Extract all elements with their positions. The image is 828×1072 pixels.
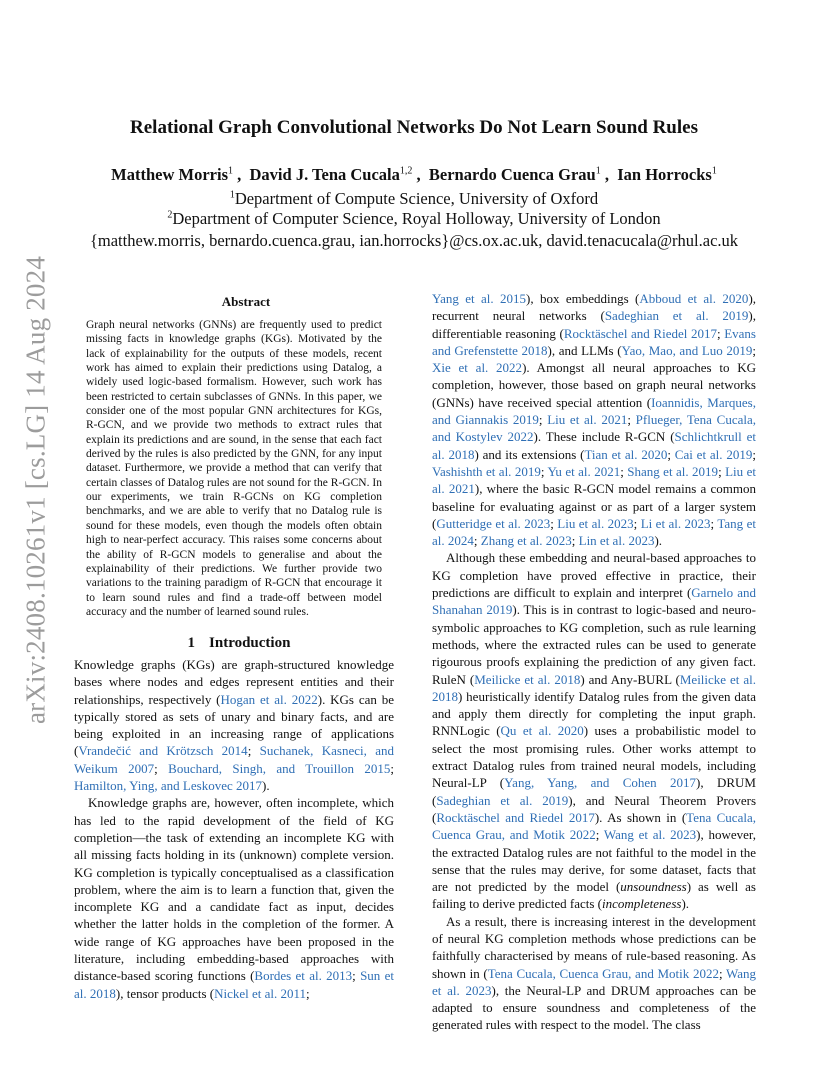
paragraph-text: ), recurrent neural networks (	[432, 291, 757, 324]
paragraph-text: ;	[538, 412, 548, 428]
affiliation-text: Department of Compute Science, University of Oxford	[234, 189, 599, 208]
paragraph-text: ;	[473, 533, 481, 549]
paragraph-text: ;	[247, 743, 260, 759]
paragraph-text: ). KGs can be typically stored as sets of unary and binary facts, and are being exploited in an increasing range of applications (	[74, 691, 394, 759]
paragraph-text: ;	[718, 965, 727, 981]
citation-link[interactable]: Bordes et al. 2013	[254, 968, 353, 984]
citation-link[interactable]: Meilicke et al. 2018	[432, 671, 757, 704]
author-name: Ian Horrocks	[617, 165, 712, 184]
affiliation-mark: 1	[229, 189, 235, 201]
right-column-body	[432, 290, 756, 1034]
paragraph-text: ;	[633, 515, 641, 531]
paragraph-text: ;	[620, 463, 628, 479]
paragraph-text: ;	[710, 515, 718, 531]
citation-link[interactable]: Tian et al. 2020	[584, 446, 668, 462]
author-affiliation-mark: 1	[711, 165, 717, 177]
abstract-heading: Abstract	[221, 294, 271, 309]
citation-link[interactable]: Suchanek, Kasneci, and Weikum 2007	[74, 743, 394, 776]
author-name: Bernardo Cuenca Grau	[428, 165, 596, 184]
citation-link[interactable]: Hogan et al. 2022	[220, 691, 318, 707]
author-affiliation-mark: 1	[228, 165, 234, 177]
author-affiliation-mark: 1	[595, 165, 601, 177]
citation-link[interactable]: Sadeghian et al. 2019	[436, 792, 569, 808]
body-paragraph	[74, 656, 394, 794]
paragraph-text: ), where the basic R-GCN model remains a common baseline for evaluating against or as part of a larger system (	[432, 481, 756, 531]
abstract-body: Graph neural networks (GNNs) are frequently used to predict missing facts in knowledge graphs (KGs). Motivated by the lack of explainability for the outputs of these models, recent work has aimed to explain their predictions using Datalog, a widely used logic-based formalism. However, such work has been restricted to certain subclasses of GNNs. In this paper, we consider one of the most popular GNN architectures for KGs, R-GCN, and we provide two methods to extract rules that explain its predictions and are sound, in the sense that each fact derived by the rules is also predicted by the GNN, for any input dataset. Furthermore, we provide a method that can verify that certain classes of Datalog rules are not sound for the R-GCN. In our experiments, we train R-GCNs on KG completion benchmarks, and we are able to verify that no Datalog rule is sound for these models, even though the models often obtain high to near-perfect accuracy. This raises some concerns about the ability of R-GCN models to generalise and about the explainability of their predictions. We further provide two variations to the training paradigm of R-GCN that encourage it to learn sound rules and find a trade-off between model accuracy and the number of learned sound rules.	[86, 319, 382, 618]
paragraph-text: ;	[595, 827, 604, 843]
body-paragraph	[432, 290, 756, 549]
citation-link[interactable]: Shang et al. 2019	[627, 463, 719, 479]
affiliation-mark: 2	[167, 209, 173, 221]
citation-link[interactable]: Tang et al. 2024	[432, 515, 756, 549]
section-heading-introduction	[74, 635, 404, 652]
citation-link[interactable]: Sadeghian et al. 2019	[604, 308, 749, 324]
body-paragraph	[432, 549, 756, 912]
paragraph-text: ;	[752, 446, 757, 462]
citation-link[interactable]: Rocktäschel and Riedel 2017	[436, 809, 595, 825]
paragraph-text: ;	[154, 760, 169, 776]
paragraph-text: ).	[262, 778, 270, 794]
paragraph-text: ). As shown in (	[594, 809, 687, 825]
citation-link[interactable]: Sun et al. 2018	[74, 968, 394, 1001]
paragraph-text: ), box embeddings (	[526, 291, 640, 306]
citation-link[interactable]: Liu et al. 2021	[547, 412, 628, 428]
citation-link[interactable]: Yang et al. 2015	[432, 291, 527, 306]
citation-link[interactable]: Pflueger, Tena Cucala, and Kostylev 2022	[432, 412, 756, 445]
paragraph-text: ). Amongst all neural approaches to KG completion, however, those based on graph neural networks (GNNs) have received special attention (	[432, 360, 756, 410]
paragraph-text: Knowledge graphs are, however, often incomplete, which has led to the rapid development of the field of KG completion—the task of extending an incomplete KG with all missing facts holding in its (unknown) complete version. KG completion is typically conceptualised as a classification problem, where the aim is to learn a function that, given the incomplete KG and a candidate fact as input, decides whether the latter holds in the completion of the former. A wide range of KG approaches have been proposed in the literature, including embedding-based approaches with distance-based scoring functions (	[74, 795, 394, 984]
paragraph-text: ) as well as failing to derive predicted facts (	[432, 879, 756, 912]
citation-link[interactable]: Wang et al. 2023	[432, 965, 757, 998]
paragraph-text: ;	[667, 446, 675, 462]
citation-link[interactable]: Ioannidis, Marques, and Giannakis 2019	[432, 394, 756, 428]
paragraph-text: ), and Neural Theorem Provers (	[432, 792, 757, 825]
paragraph-text: ) heuristically identify Datalog rules from the given data and apply them directly for completing the input graph. RNNLogic (	[432, 688, 756, 739]
citation-link[interactable]: Evans and Grefenstette 2018	[432, 325, 756, 358]
citation-link[interactable]: Vrandečić and Krötzsch 2014	[78, 743, 248, 759]
paragraph-text: As a result, there is increasing interest in the development of neural KG completion methods whose predictions can be faithfully characterised by means of rule-based reasoning. As shown in (	[432, 913, 756, 981]
arxiv-identifier-text[interactable]: arXiv:2408.10261v1 [cs.LG] 14 Aug 2024	[20, 255, 51, 725]
citation-link[interactable]: Zhang et al. 2023	[480, 533, 572, 549]
author-emails[interactable]: {matthew.morris, bernardo.cuenca.grau, ian.horrocks}@cs.ox.ac.uk, david.tenacucala@rhul.ac.uk	[89, 231, 739, 250]
arxiv-identifier-stamp[interactable]	[14, 200, 58, 780]
paragraph-text: unsoundness	[620, 879, 687, 895]
paragraph-text: ;	[716, 325, 725, 341]
author-name: David J. Tena Cucala	[249, 165, 400, 184]
paragraph-text: ;	[571, 533, 579, 549]
citation-link[interactable]: Xie et al. 2022	[432, 360, 523, 376]
citation-link[interactable]: Schlichtkrull et al. 2018	[432, 429, 756, 462]
body-paragraph	[432, 913, 756, 1034]
paragraph-text: ), the Neural-LP and DRUM approaches can be adapted to ensure soundness and completeness of the generated rules with respect to the model. The class	[432, 982, 757, 1033]
citation-link[interactable]: Yao, Mao, and Luo 2019	[621, 342, 753, 358]
citation-link[interactable]: Garnelo and Shanahan 2019	[432, 585, 756, 618]
citation-link[interactable]: Qu et al. 2020	[500, 723, 584, 739]
citation-link[interactable]: Meilicke et al. 2018	[474, 671, 581, 687]
paragraph-text: ), and LLMs (	[547, 342, 622, 358]
paragraph-text: ;	[540, 463, 548, 479]
paragraph-text: incompleteness	[602, 896, 682, 912]
citation-link[interactable]: Liu et al. 2023	[557, 515, 634, 531]
citation-link[interactable]: Yu et al. 2021	[547, 463, 621, 479]
citation-link[interactable]: Nickel et al. 2011	[214, 985, 307, 1001]
citation-link[interactable]: Tena Cucala, Cuenca Grau, and Motik 2022	[432, 809, 756, 843]
paragraph-text: ;	[550, 515, 558, 531]
citation-link[interactable]: Liu et al. 2021	[432, 463, 756, 497]
affiliation-oxford	[0, 189, 828, 209]
author-list: Matthew Morris$^1$ , David J. Tena Cucala$^{1,2}$ , Bernardo Cuenca Grau$^1$ , Ian Horrocks$^1$	[111, 165, 717, 184]
paragraph-text: ;	[752, 342, 756, 358]
paragraph-text: Although these embedding and neural-based approaches to KG completion have proved effective in practice, their predictions are difficult to explain and interpret (	[432, 550, 756, 601]
citation-link[interactable]: Lin et al. 2023	[578, 533, 655, 549]
citation-link[interactable]: Rocktäschel and Riedel 2017	[563, 325, 717, 341]
citation-link[interactable]: Yang, Yang, and Cohen 2017	[504, 775, 697, 791]
section-title: Introduction	[209, 635, 291, 651]
citation-link[interactable]: Li et al. 2023	[640, 515, 711, 531]
citation-link[interactable]: Gutteridge et al. 2023	[436, 515, 551, 531]
paragraph-text: ) uses a probabilistic model to select the most promising rules. Other works attempt to extract Datalog rules from trained neural models, including Neural-LP (	[432, 723, 756, 791]
paragraph-text: ).	[681, 896, 690, 912]
citation-link[interactable]: Vashishth et al. 2019	[432, 463, 541, 479]
affiliation-royal-holloway	[0, 209, 828, 229]
paragraph-text: ;	[627, 412, 636, 428]
paragraph-text: ;	[718, 463, 726, 479]
citation-link[interactable]: Abboud et al. 2020	[639, 291, 749, 306]
paragraph-text: ). These include R-GCN (	[533, 429, 675, 445]
paragraph-text: ). This is in contrast to logic-based and neuro-symbolic approaches to KG completion, such as rule learning methods, where the extracted rules can be used to generate rigourous proofs explaining the prediction of any given fact. RuleN (	[432, 602, 756, 687]
citation-link[interactable]: Wang et al. 2023	[603, 827, 697, 843]
affiliation-text: Department of Computer Science, Royal Holloway, University of London	[172, 209, 661, 228]
paragraph-text: ), tensor products (	[115, 985, 215, 1001]
paragraph-text: ) and Any-BURL (	[580, 671, 680, 687]
paragraph-text: ) and its extensions (	[474, 446, 585, 462]
citation-link[interactable]: Tena Cucala, Cuenca Grau, and Motik 2022	[487, 965, 719, 981]
paragraph-text: ), however, the extracted Datalog rules are not faithful to the model in the sense that the rules may derive, for some dataset, facts that are not predicted by the model (	[432, 827, 756, 895]
paper-title: Relational Graph Convolutional Networks Do Not Learn Sound Rules	[130, 117, 698, 138]
paragraph-text: ;	[352, 968, 361, 984]
citation-link[interactable]: Hamilton, Ying, and Leskovec 2017	[74, 778, 262, 794]
citation-link[interactable]: Cai et al. 2019	[674, 446, 753, 462]
left-column-body	[74, 656, 394, 1002]
body-paragraph	[74, 794, 394, 1002]
citation-link[interactable]: Bouchard, Singh, and Trouillon 2015	[168, 760, 391, 776]
author-name: Matthew Morris	[111, 165, 229, 184]
paragraph-text: ;	[390, 760, 394, 776]
section-number: 1	[187, 635, 196, 651]
author-affiliation-mark: 1,2	[399, 165, 413, 177]
paragraph-text: Knowledge graphs (KGs) are graph-structured knowledge bases where nodes and edges represent entities and their relationships, respectively (	[74, 657, 394, 707]
paragraph-text: ;	[306, 985, 310, 1001]
paragraph-text: ).	[654, 533, 663, 549]
paragraph-text: ), differentiable reasoning (	[432, 308, 756, 341]
paragraph-text: ), DRUM (	[432, 775, 756, 808]
